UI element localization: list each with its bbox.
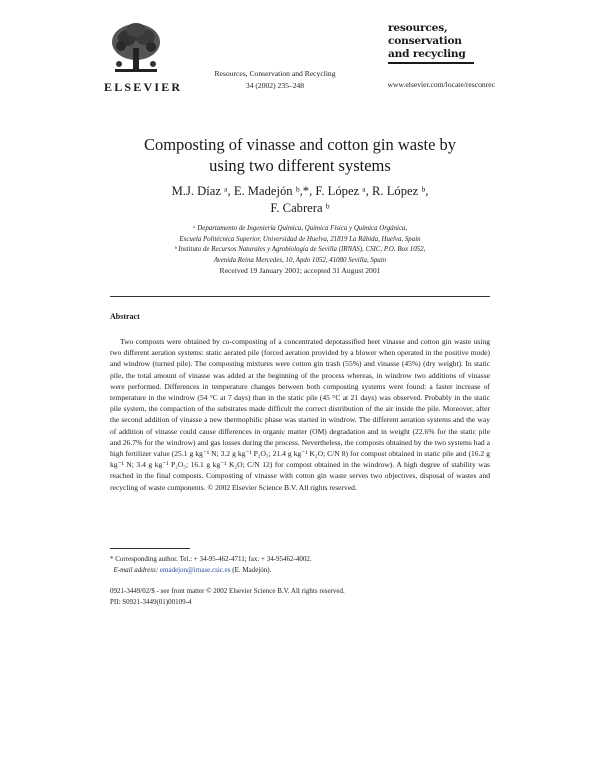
affiliation-line: ᵃ Departamento de Ingeniería Química, Química Física y Química Orgánica,: [192, 225, 408, 232]
abstract-text: Two composts were obtained by co-composting of a concentrated depotassified beet vinasse and cotton gin waste using two different aeration systems: static aerated pile (forced aeration provided by a blower when operated in the positive mode) and windrow (turned pile). The composting mixtures were cotton gin trash (55%) and vinasse (45%) (dry weight). In static pile, the total amount of vinasse was added at the beginning of the process whereas, in windrow two additions of vinasse were performed. Differences in temperature changes between both composting systems were found: a faster increase of temperature in the windrow (54 °C at 7 days) than in the static pile (45 °C at 21 days) was observed. Probably in the static pile system, the compaction of the substrates made difficult the correct distribution of the air inside the pile. Moreover, after the second addition of vinasse a new thermophilic phase was started in windrow. The different aeration systems and the way of addition of vinasse could cause differences in organic matter (OM) degradation and in weight (22.6% for the static pile and 26.7% for the windrow) and gas losses during the process. Nevertheless, the composts obtained by the two systems had a high fertilizer value (25.1 g kg⁻¹ N; 3.2 g kg⁻¹ P₂O₅; 21.4 g kg⁻¹ K₂O; C/N 8) for compost obtained in static pile and (16.2 g kg⁻¹ N; 3.4 g kg⁻¹ P₂O₅; 16.1 g kg⁻¹ K₂O; C/N 12) for compost obtained in the windrow). A high degree of stability was reached in the final composts. Composting of vinasse with cotton gin waste serves two objectives, disposal of wastes and recycling of waste components. © 2002 Elsevier Science B.V. All rights reserved.: [110, 337, 490, 492]
affiliations: [70, 224, 530, 266]
email-name: (E. Madejón).: [232, 566, 272, 574]
publisher-logo-text: ELSEVIER: [104, 80, 183, 94]
abstract-heading: Abstract: [110, 312, 140, 321]
brand-underline: [388, 62, 474, 64]
journal-volume: 34 (2002) 235–248: [245, 81, 305, 90]
footnotes: [110, 554, 490, 576]
pii-line: PII: S0921-3449(01)00109-4: [110, 598, 192, 606]
title-line: Composting of vinasse and cotton gin waste by: [143, 135, 457, 154]
authors-line: M.J. Díaz ᵃ, E. Madejón ᵇ,*, F. López ᵃ, R. López ᵇ,: [171, 184, 429, 198]
brand-line-3: and recycling: [388, 48, 466, 60]
section-divider: [110, 296, 490, 297]
journal-brand: [388, 22, 474, 61]
front-matter: [110, 586, 490, 608]
tree-icon: [107, 20, 165, 76]
journal-name: Resources, Conservation and Recycling: [214, 69, 336, 78]
brand-line-1: resources,: [388, 22, 448, 34]
title-line: using two different systems: [209, 156, 391, 175]
article-title: [70, 134, 530, 176]
email-line: [110, 565, 490, 576]
email-link[interactable]: emadejon@irnase.csic.es: [159, 566, 231, 574]
received-date: Received 19 January 2001; accepted 31 August 2001: [219, 266, 381, 275]
brand-line-2: conservation: [388, 35, 462, 47]
authors-line: F. Cabrera ᵇ: [270, 201, 330, 215]
issn-line: 0921-3449/02/$ - see front matter © 2002 Elsevier Science B.V. All rights reserved.: [110, 587, 345, 595]
author-list: [70, 183, 530, 217]
email-label: E-mail address:: [113, 566, 159, 574]
journal-citation: [200, 68, 350, 92]
corresponding-author: * Corresponding author. Tel.: + 34-95-462-4711; fax: + 34-95462-4002.: [110, 555, 312, 563]
journal-url[interactable]: www.elsevier.com/locate/resconrec: [387, 80, 495, 89]
affiliation-line: Escuela Politécnica Superior, Universidad de Huelva, 21819 La Rábida, Huelva, Spain: [179, 235, 421, 243]
footnote-divider: [110, 548, 190, 549]
affiliation-line: ᵇ Instituto de Recursos Naturales y Agrobiología de Sevilla (IRNAS), CSIC, P.O. Box 1052,: [174, 246, 426, 253]
affiliation-line: Avenida Reina Mercedes, 10, Apdo 1052, 41080 Sevilla, Spain: [213, 256, 387, 264]
